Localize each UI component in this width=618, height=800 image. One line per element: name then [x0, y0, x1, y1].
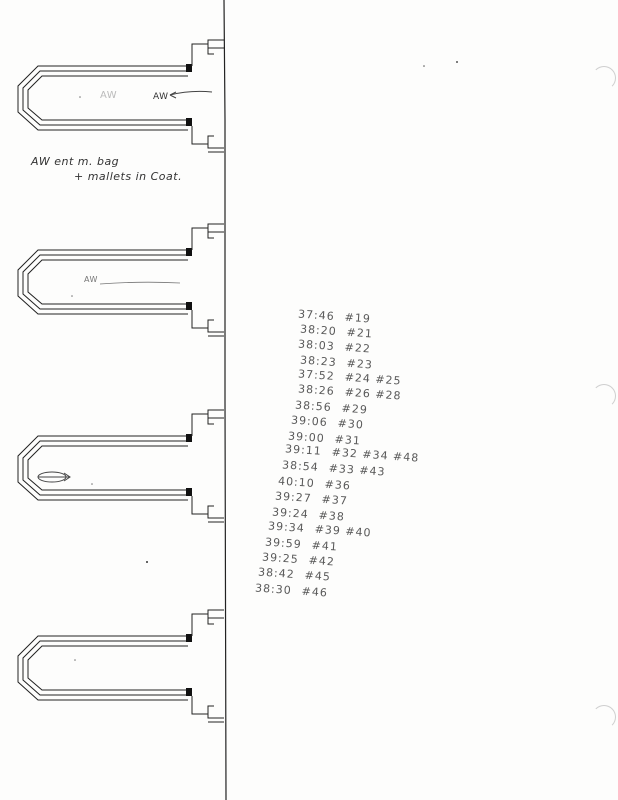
- timing-number: #24 #25: [344, 370, 402, 388]
- u-channel-4: [18, 610, 224, 722]
- timing-number: #33 #43: [327, 461, 386, 479]
- timing-number: #31: [334, 432, 362, 448]
- timing-time: 39:00: [287, 429, 326, 445]
- timing-number: #36: [324, 477, 352, 493]
- timing-number: #19: [344, 310, 372, 326]
- timing-time: 38:56: [294, 398, 332, 415]
- timing-number: #26 #28: [344, 385, 402, 403]
- timing-time: 37:46: [297, 307, 336, 324]
- timing-time: 37:52: [297, 367, 336, 383]
- timing-number: #41: [311, 538, 339, 554]
- apparatus-label-aw-2: AW: [84, 275, 98, 284]
- timing-time: 39:11: [284, 442, 323, 458]
- timing-time: 38:23: [299, 353, 338, 369]
- timing-number: #45: [304, 569, 332, 584]
- timing-time: 39:24: [271, 505, 309, 521]
- note-line-1: AW ent m. bag: [31, 155, 120, 168]
- timing-time: 38:30: [254, 581, 293, 597]
- timing-time: 38:26: [297, 382, 336, 398]
- timing-time: 39:27: [274, 489, 313, 506]
- apparatus-label-aw-1: AW: [153, 92, 169, 102]
- timing-time: 38:54: [281, 458, 319, 474]
- u-channel-1: [18, 40, 224, 152]
- timing-number: #39 #40: [314, 522, 373, 540]
- timing-time: 39:59: [264, 535, 303, 552]
- u-channel-2: [18, 224, 224, 336]
- timing-time: 40:10: [277, 474, 316, 491]
- timing-number: #21: [346, 325, 374, 341]
- timing-number: #32 #34 #48: [331, 445, 420, 465]
- timing-number: #38: [317, 508, 345, 524]
- note-line-2: + mallets in Coat.: [74, 170, 183, 183]
- timing-number: #46: [301, 584, 329, 600]
- timing-number: #29: [340, 401, 368, 417]
- timing-time: 38:42: [258, 565, 296, 582]
- timing-time: 39:34: [267, 519, 306, 535]
- timing-time: 38:03: [297, 337, 336, 354]
- timing-number: #37: [321, 493, 349, 508]
- timing-time: 39:06: [291, 413, 329, 430]
- timing-time: 39:25: [261, 550, 299, 567]
- timing-number: #42: [307, 553, 335, 569]
- timing-time: 38:20: [299, 322, 338, 339]
- u-channel-3: [18, 410, 224, 522]
- timing-number: #22: [344, 341, 372, 356]
- timing-number: #23: [346, 356, 374, 372]
- apparatus-label-faint: AW: [100, 90, 118, 101]
- timing-number: #30: [337, 417, 365, 432]
